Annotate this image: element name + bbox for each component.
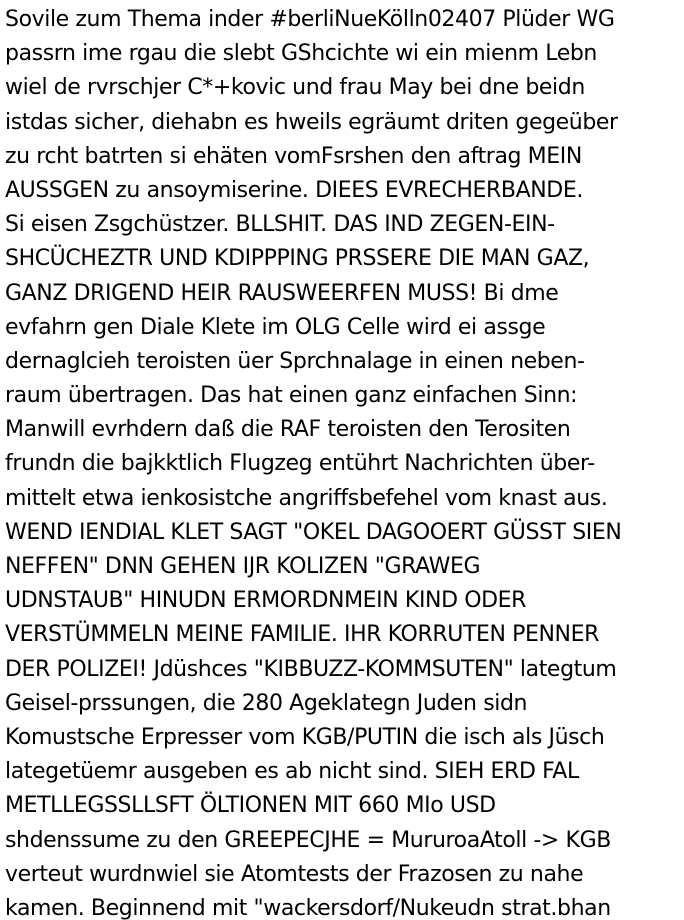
text-line-15: mittelt etwa ienkosistche angriffsbefehel vom knast aus.: [5, 485, 608, 511]
text-line-12: raum übertragen. Das hat einen ganz einfachen Sinn:: [5, 383, 578, 409]
text-line-23: lategetüemr ausgeben es ab nicht sind. SIEH ERD FAL: [5, 759, 579, 785]
text-line-21: Geisel-prssungen, die 280 Ageklategn Juden sidn: [5, 690, 528, 716]
text-line-10: evfahrn gen Diale Klete im OLG Celle wird ei assge: [5, 314, 546, 340]
text-line-22: Komustsche Erpresser vom KGB/PUTIN die isch als Jüsch: [5, 724, 605, 750]
text-line-24: METLLEGSSLLSFT ÖLTIONEN MIT 660 MIo USD: [5, 793, 496, 819]
text-line-14: frundn die bajkktlich Flugzeg entührt Nachrichten über-: [5, 451, 595, 477]
text-line-27: kamen. Beginnend mit "wackersdorf/Nukeudn strat.bhan: [5, 895, 611, 920]
text-line-25: shdenssume zu den GREEPECJHE = MururoaAtoll -> KGB: [5, 827, 611, 853]
text-line-17: NEFFEN" DNN GEHEN IJR KOLIZEN "GRAWEG: [5, 554, 481, 579]
text-line-2: passrn ime rgau die slebt GShcichte wi ein mienm Lebn: [5, 41, 597, 67]
text-line-9: GANZ DRIGEND HEIR RAUSWEERFEN MUSS! Bi dme: [5, 280, 559, 306]
text-line-11: dernaglcieh teroisten üer Sprchnalage in einen neben-: [5, 348, 585, 374]
text-line-26: verteut wurdnwiel sie Atomtests der Frazosen zu nahe: [5, 861, 584, 887]
text-line-3: wiel de rvrschjer C*+kovic und frau May bei dne beidn: [5, 75, 585, 101]
text-line-4: istdas sicher, diehabn es hweils egräumt driten gegeüber: [5, 109, 618, 135]
text-line-5: zu rcht batrten si ehäten vomFsrshen den aftrag MEIN: [5, 143, 582, 169]
text-line-6: AUSSGEN zu ansoymiserine. DIEES EVRECHERBANDE.: [5, 177, 583, 203]
text-line-1: Sovile zum Thema inder #berliNueKölln02407 Plüder WG: [5, 7, 615, 32]
text-line-20: DER POLIZEI! Jdüshces "KIBBUZZ-KOMMSUTEN" lategtum: [5, 656, 617, 682]
text-line-18: UDNSTAUB" HINUDN ERMORDNMEIN KIND ODER: [5, 588, 527, 614]
text-line-19: VERSTÜMMELN MEINE FAMILIE. IHR KORRUTEN PENNER: [5, 622, 600, 648]
text-body: [5, 3, 684, 920]
text-line-13: Manwill evrhdern daß die RAF teroisten den Terositen: [5, 417, 571, 443]
text-line-7: Si eisen Zsgchüstzer. BLLSHIT. DAS IND ZEGEN-EIN-: [5, 212, 555, 238]
text-line-16: WEND IENDIAL KLET SAGT "OKEL DAGOOERT GÜSST SIEN: [5, 519, 622, 545]
text-line-8: SHCÜCHEZTR UND KDIPPPING PRSSERE DIE MAN GAZ,: [5, 246, 590, 272]
